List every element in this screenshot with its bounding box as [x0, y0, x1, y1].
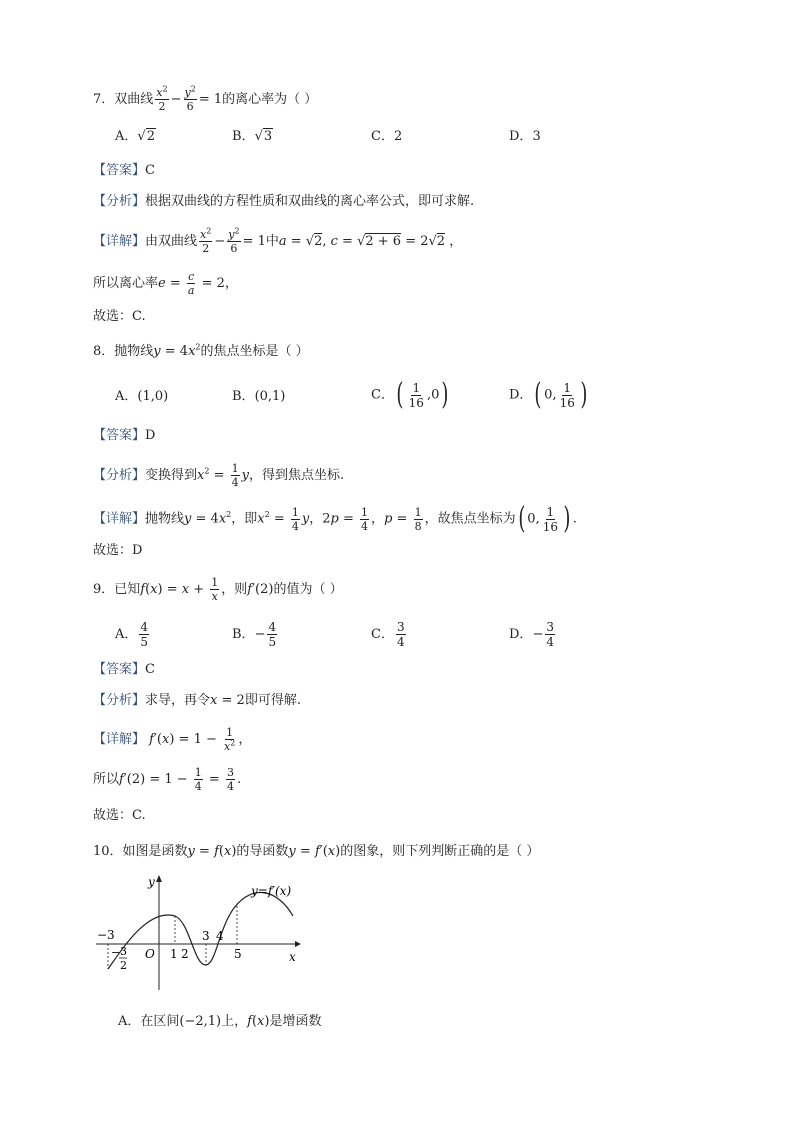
q10-option-a-suffix: 是增函数 — [269, 1014, 322, 1029]
analysis-tag: 【分析】 — [93, 693, 146, 708]
q7-stem: 7．双曲线 $\frac{x^2}{2}$ − $\frac{y^2}{6}$ = 1的离心率为（ ） — [93, 84, 318, 113]
q7-choose — [93, 306, 146, 328]
q8-stem-suffix: 的焦点坐标是（ ） — [200, 344, 309, 359]
q9-option-c: C． $\frac{3}{4}$ — [371, 620, 405, 649]
q8-stem: 8．抛物线$y = 4x^2$的焦点坐标是（ ） — [93, 342, 309, 359]
answer-tag: 【答案】 — [93, 428, 146, 443]
q7-option-d-value: 3 — [532, 129, 541, 144]
q9-stem-mid: ，则 — [221, 582, 248, 597]
q9-option-b-label: B． — [232, 627, 255, 642]
line-prefix: 所以离心率 — [93, 276, 159, 291]
detail-tag: 【详解】 — [93, 732, 146, 747]
choose-text: 故选：D — [93, 543, 143, 558]
q8-option-c-label: C． — [371, 387, 394, 403]
tick-4: 4 — [216, 929, 224, 943]
q7-option-b-label: B． — [232, 129, 255, 144]
answer-tag: 【答案】 — [93, 662, 146, 677]
q8-option-d-label: D． — [509, 387, 533, 403]
q7-frac-y2-6: $\frac{y^2}{6}$ — [184, 84, 196, 113]
detail-prefix: 抛物线 — [145, 511, 185, 527]
origin-label: O — [145, 947, 155, 961]
answer-tag: 【答案】 — [93, 163, 146, 178]
q9-analysis: 【分析】求导，再令x = 2即可得解. — [93, 693, 301, 708]
q9-answer — [93, 659, 155, 681]
tick-neg3-2-minus: − — [111, 946, 121, 959]
detail-b: ， — [309, 511, 323, 527]
analysis-suffix: 即可得解. — [244, 693, 301, 708]
q7-eccentricity-line: 所以离心率e = $\frac{c}{a}$ = 2， — [93, 270, 238, 297]
q7-answer — [93, 160, 155, 182]
q8-option-a: A．(1,0) — [115, 389, 169, 404]
line-suffix: ， — [224, 276, 238, 291]
derivative-graph — [93, 868, 308, 996]
tick-3: 3 — [202, 929, 210, 943]
q9-option-a-label: A． — [115, 627, 138, 642]
curve-label: y=f′(x) — [251, 884, 292, 898]
detail-mid: 中 — [265, 234, 279, 249]
tick-2: 2 — [181, 947, 189, 961]
q9-option-b: B．− $\frac{4}{5}$ — [232, 620, 277, 649]
q8-analysis: 【分析】变换得到$x^2$ = $\frac{1}{4}$ y，得到焦点坐标. — [93, 462, 345, 489]
q10-option-a: A．在区间(−2,1)上，f(x)是增函数 — [118, 1014, 322, 1029]
q9-line2: 所以f′(2) = 1 − $\frac{1}{4}$ = $\frac{3}{4}$ . — [93, 766, 242, 793]
q7-stem-prefix: 7．双曲线 — [93, 92, 154, 107]
detail-d: ，故焦点坐标为 — [424, 511, 516, 527]
tick-1: 1 — [170, 947, 178, 961]
q7-stem-suffix: 的离心率为（ ） — [222, 92, 318, 107]
detail-text: 由双曲线 — [145, 234, 198, 249]
q8-detail: 【详解】抛物线$y = 4x^2$，即$x^2$ = $\frac{1}{4}$ y，2p = $\frac{1}{4}$ ，p = $\frac{1}{8}$ ，故焦点坐标为( 0, $\frac{1}{16}$ ) . — [93, 501, 577, 536]
x-axis-arrow — [295, 941, 301, 947]
analysis-suffix: ，得到焦点坐标. — [249, 468, 345, 483]
q9-stem-prefix: 9．已知 — [93, 582, 141, 597]
answer-value: C — [145, 662, 155, 677]
q8-answer — [93, 425, 155, 447]
q7-option-c-value: 2 — [393, 129, 403, 144]
q7-detail: 【详解】由双曲线 $\frac{x^2}{2}$ − $\frac{y^2}{6}$ = 1中a = √2, c = √2 + 6 = 2√2 ， — [93, 226, 463, 255]
detail-a: ，即 — [231, 511, 258, 527]
q7-option-d-label: D． — [509, 129, 533, 144]
analysis-prefix: 求导，再令 — [145, 693, 211, 708]
q7-option-b-value: √3 — [254, 129, 273, 144]
q7-analysis — [93, 191, 474, 213]
q9-stem-suffix: 的值为（ ） — [273, 582, 343, 597]
q9-stem: 9．已知f(x) = x + $\frac{1}{x}$ ，则f′(2)的值为（ ） — [93, 576, 343, 603]
derivative-curve — [108, 892, 293, 969]
choose-text: 故选：C. — [93, 808, 146, 823]
q8-option-b-label: B． — [232, 389, 255, 404]
q10-stem-prefix: 10．如图是函数 — [93, 844, 188, 859]
tick-neg3: −3 — [97, 928, 115, 942]
q9-option-c-label: C． — [371, 627, 394, 642]
q9-option-a: A． $\frac{4}{5}$ — [115, 620, 149, 649]
analysis-prefix: 变换得到 — [145, 468, 198, 483]
q7-option-a-label: A． — [115, 129, 138, 144]
q9-choose — [93, 805, 146, 827]
y-axis-label: y — [148, 875, 155, 889]
tick-neg3-2-num: 3 — [120, 945, 127, 958]
q7-option-d — [509, 126, 541, 148]
q7-option-b — [232, 126, 273, 148]
q8-stem-prefix: 8．抛物线 — [93, 344, 154, 359]
q9-detail: 【详解】 f′(x) = 1 − $\frac{1}{x^2}$ ， — [93, 726, 252, 753]
q9-option-d: D．− $\frac{3}{4}$ — [509, 620, 554, 649]
q8-option-a-label: A． — [115, 389, 138, 404]
q7-option-a — [115, 126, 156, 148]
q8-option-b: B．(0,1) — [232, 389, 286, 404]
detail-tag: 【详解】 — [93, 511, 146, 527]
y-axis-arrow — [156, 875, 162, 882]
q7-option-c-label: C． — [371, 129, 394, 144]
q8-option-d: D．( 0, $\frac{1}{16}$ ) — [509, 377, 588, 412]
analysis-text: 根据双曲线的方程性质和双曲线的离心率公式，即可求解. — [145, 194, 475, 209]
detail-tag: 【详解】 — [93, 234, 146, 249]
detail-c: ， — [371, 511, 385, 527]
q10-stem-suffix: 的图象，则下列判断正确的是（ ） — [340, 844, 540, 859]
analysis-tag: 【分析】 — [93, 194, 146, 209]
q7-frac-x2-2: $\frac{x^2}{2}$ — [156, 84, 168, 113]
choose-text: 故选：C. — [93, 309, 146, 324]
line-prefix: 所以 — [93, 772, 120, 787]
q8-choose — [93, 540, 142, 562]
x-axis-label: x — [289, 950, 296, 964]
answer-value: C — [145, 163, 155, 178]
q10-stem-mid: 的导函数 — [236, 844, 289, 859]
q9-option-d-label: D． — [509, 627, 533, 642]
analysis-tag: 【分析】 — [93, 468, 146, 483]
q8-option-c: C．( $\frac{1}{16}$ ,0) — [371, 377, 449, 412]
tick-5: 5 — [234, 947, 242, 961]
q7-option-a-value: √2 — [137, 129, 155, 144]
q7-option-c — [371, 126, 402, 148]
q10-option-a-prefix: A．在区间 — [118, 1014, 180, 1029]
q10-stem: 10．如图是函数y = f(x)的导函数y = f′(x)的图象，则下列判断正确的是（ ） — [93, 844, 540, 859]
q10-option-a-mid: 上， — [221, 1014, 248, 1029]
answer-value: D — [145, 428, 156, 443]
tick-neg3-2-den: 2 — [120, 959, 127, 972]
